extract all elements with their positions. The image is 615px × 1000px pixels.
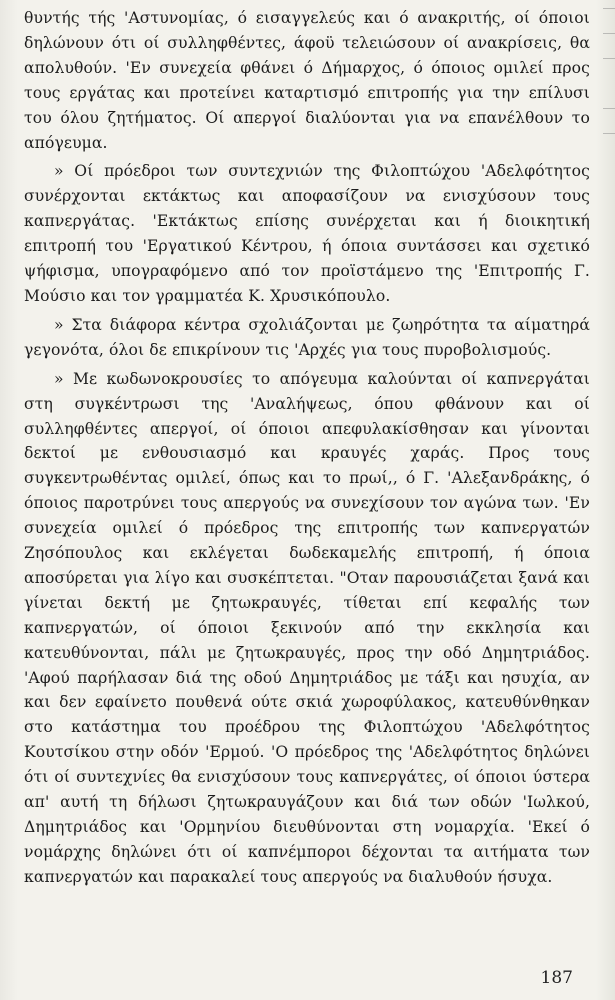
paragraph-2: » Οί πρόεδροι των συντεχνιών της Φιλοπτώχου 'Αδελφότητος συνέρχονται εκτάκτως και αποφασίζουν να ενισχύσουν τους καπνεργάτας. 'Εκτάκτως επίσης συνέρχεται και ή διοικητική επιτροπή του 'Εργατικού Κέντρου, ή όποια συντάσσει και σχετικό ψήφισμα, υπογραφόμενο από τον προϊστάμενο της 'Επιτροπής Γ. Μούσιο και τον γραμματέα Κ. Χρυσικόπουλο. (24, 162, 590, 305)
edge-mark (603, 108, 615, 109)
paragraph-1: θυντής τής 'Αστυνομίας, ό εισαγγελεύς και ό ανακριτής, οί όποιοι δηλώνουν ότι οί συλληφθέντες, άφοϋ τελειώσουν οί ανακρίσεις, θα απολυθούν. 'Εν συνεχεία φθάνει ό Δήμαρχος, ό όποιος ομιλεί προς τους εργάτας και προτείνει καταρτισμό επιτροπής για την επίλυσι του όλου ζητήματος. Οί απεργοί διαλύονται για να επανέλθουν το απόγευμα. (24, 9, 590, 152)
body-text (24, 6, 590, 894)
edge-mark (603, 133, 615, 134)
edge-mark (603, 8, 615, 9)
edge-mark (603, 58, 615, 59)
paragraph-3: » Στα διάφορα κέντρα σχολιάζονται με ζωηρότητα τα αίματηρά γεγονότα, όλοι δε επικρίνουν τις 'Αρχές για τους πυροβολισμούς. (24, 315, 590, 359)
edge-mark (603, 33, 615, 34)
paragraph-4: » Με κωδωνοκρουσίες το απόγευμα καλούνται οί καπνεργάται στη συγκέντρωσι της 'Αναλήψεως, όπου φθάνουν και οί συλληφθέντες απεργοί, οί όποιοι απεφυλακίσθησαν και γίνονται δεκτοί με ενθουσιασμό και κραυγές χαράς. Προς τους συγκεντρωθέντας ομιλεί, όπως και το πρωί,, ό Γ. 'Αλεξανδράκης, ό όποιος παροτρύνει τους απεργούς να συνεχίσουν τον αγώνα των. 'Εν συνεχεία ομιλεί ό πρόεδρος της επιτροπής των καπνεργατών Ζησόπουλος και εκλέγεται δωδεκαμελής επιτροπή, ή όποια αποσύρεται για λίγο και συσκέπτεται. "Οταν παρουσιάζεται ξανά και γίνεται δεκτή με ζητωκραυγές, τίθεται επί κεφαλής των καπνεργατών, οί όποιοι ξεκινούν από την εκκλησία και κατευθύνονται, πάλι με ζητωκραυγές, προς την οδό Δημητριάδος. 'Αφού παρήλασαν διά της οδού Δημητριάδος με τάξι και ησυχία, αν και δεν εφαίνετο πουθενά ούτε σκιά χωροφύλακος, κατευθύνθηκαν στο κατάστημα του προέδρου της Φιλοπτώχου 'Αδελφότητος Κουτσίκου στην οδόν 'Ερμού. 'Ο πρόεδρος της 'Αδελφότητος δηλώνει ότι οί συντεχνίες θα ενισχύσουν τους καπνεργάτες, οί όποιοι ύστερα απ' αυτή τη δήλωσι ζητωκραυγάζουν και διά των οδών 'Ιωλκού, Δημητριάδος και 'Ορμηνίου διευθύνονται στη νομαρχία. 'Εκεί ό νομάρχης δηλώνει ότι οί καπνέμποροι δέχονται τα αιτήματα των καπνεργατών και παρακαλεί τους απεργούς να διαλυθούν ήσυχα. (24, 369, 590, 886)
page-number: 187 (540, 968, 573, 988)
